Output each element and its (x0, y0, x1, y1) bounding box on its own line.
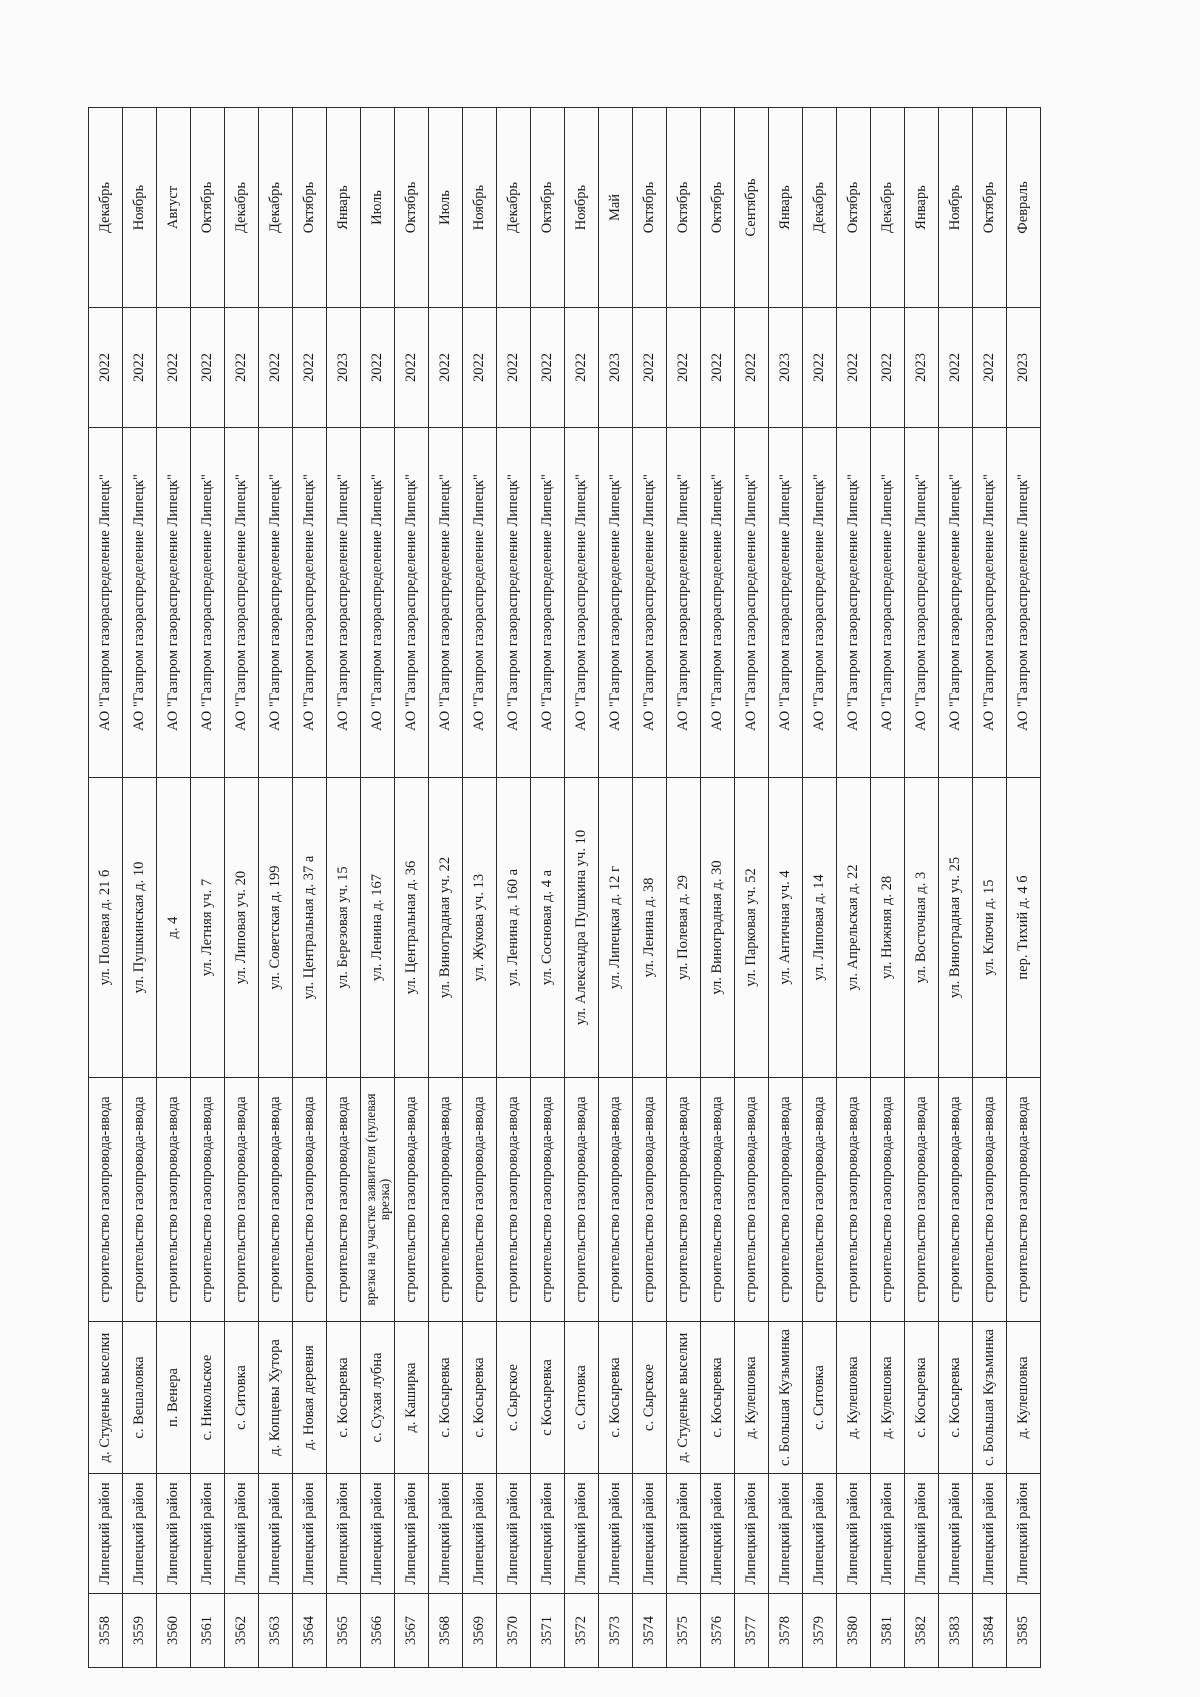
address-cell: ул. Липецкая д. 12 г (599, 778, 633, 1078)
month-cell: Сентябрь (735, 108, 769, 308)
organization-cell: АО "Газпром газораспределение Липецк" (429, 428, 463, 778)
district-cell: Липецкий район (599, 1474, 633, 1594)
locality-cell: с. Большая Кузьминка (973, 1322, 1007, 1474)
year-cell: 2023 (769, 308, 803, 428)
address-cell: ул. Березовая уч. 15 (327, 778, 361, 1078)
work-type-cell: строительство газопровода-ввода (531, 1078, 565, 1322)
row-number-cell: 3579 (803, 1594, 837, 1668)
table-row (157, 108, 191, 1668)
organization-cell: АО "Газпром газораспределение Липецк" (361, 428, 395, 778)
row-number-cell: 3560 (157, 1594, 191, 1668)
district-cell: Липецкий район (429, 1474, 463, 1594)
table-row (395, 108, 429, 1668)
address-cell: ул. Полевая д. 21 б (89, 778, 123, 1078)
row-number-cell: 3563 (259, 1594, 293, 1668)
month-cell: Январь (327, 108, 361, 308)
organization-cell: АО "Газпром газораспределение Липецк" (225, 428, 259, 778)
year-cell: 2022 (89, 308, 123, 428)
year-cell: 2022 (497, 308, 531, 428)
locality-cell: д. Студеные выселки (89, 1322, 123, 1474)
month-cell: Август (157, 108, 191, 308)
year-cell: 2022 (429, 308, 463, 428)
year-cell: 2022 (871, 308, 905, 428)
row-number-cell: 3572 (565, 1594, 599, 1668)
district-cell: Липецкий район (225, 1474, 259, 1594)
work-type-cell: строительство газопровода-ввода (633, 1078, 667, 1322)
row-number-cell: 3570 (497, 1594, 531, 1668)
month-cell: Октябрь (531, 108, 565, 308)
address-cell: ул. Ленина д. 38 (633, 778, 667, 1078)
month-cell: Октябрь (191, 108, 225, 308)
year-cell: 2022 (939, 308, 973, 428)
work-type-cell: строительство газопровода-ввода (837, 1078, 871, 1322)
address-cell: ул. Виноградная уч. 25 (939, 778, 973, 1078)
district-cell: Липецкий район (735, 1474, 769, 1594)
address-cell: ул. Липовая уч. 20 (225, 778, 259, 1078)
locality-cell: д. Кулешовка (1007, 1322, 1041, 1474)
locality-cell: д. Копцевы Хутора (259, 1322, 293, 1474)
locality-cell: с. Сырское (633, 1322, 667, 1474)
month-cell: Июль (429, 108, 463, 308)
table-row (565, 108, 599, 1668)
locality-cell: с. Косыревка (327, 1322, 361, 1474)
work-type-cell: строительство газопровода-ввода (735, 1078, 769, 1322)
row-number-cell: 3582 (905, 1594, 939, 1668)
work-type-cell: строительство газопровода-ввода (565, 1078, 599, 1322)
district-cell: Липецкий район (89, 1474, 123, 1594)
table-row (871, 108, 905, 1668)
year-cell: 2022 (191, 308, 225, 428)
year-cell: 2022 (973, 308, 1007, 428)
locality-cell: п. Венера (157, 1322, 191, 1474)
month-cell: Ноябрь (123, 108, 157, 308)
work-type-cell: строительство газопровода-ввода (463, 1078, 497, 1322)
locality-cell: с. Никольское (191, 1322, 225, 1474)
address-cell: ул. Центральная д. 36 (395, 778, 429, 1078)
month-cell: Декабрь (497, 108, 531, 308)
table-row (327, 108, 361, 1668)
locality-cell: д. Каширка (395, 1322, 429, 1474)
month-cell: Декабрь (871, 108, 905, 308)
rotated-table-container (88, 108, 1066, 1668)
year-cell: 2022 (565, 308, 599, 428)
month-cell: Октябрь (837, 108, 871, 308)
year-cell: 2022 (123, 308, 157, 428)
address-cell: ул. Жукова уч. 13 (463, 778, 497, 1078)
month-cell: Октябрь (701, 108, 735, 308)
district-cell: Липецкий район (905, 1474, 939, 1594)
locality-cell: д. Кулешовка (871, 1322, 905, 1474)
work-type-cell: строительство газопровода-ввода (191, 1078, 225, 1322)
organization-cell: АО "Газпром газораспределение Липецк" (259, 428, 293, 778)
organization-cell: АО "Газпром газораспределение Липецк" (89, 428, 123, 778)
year-cell: 2022 (293, 308, 327, 428)
organization-cell: АО "Газпром газораспределение Липецк" (1007, 428, 1041, 778)
organization-cell: АО "Газпром газораспределение Липецк" (497, 428, 531, 778)
table-row (735, 108, 769, 1668)
district-cell: Липецкий район (259, 1474, 293, 1594)
locality-cell: с. Сухая лубна (361, 1322, 395, 1474)
address-cell: пер. Тихий д. 4 б (1007, 778, 1041, 1078)
locality-cell: с. Большая Кузьминка (769, 1322, 803, 1474)
organization-cell: АО "Газпром газораспределение Липецк" (327, 428, 361, 778)
table-row (905, 108, 939, 1668)
year-cell: 2022 (531, 308, 565, 428)
locality-cell: д. Кулешовка (735, 1322, 769, 1474)
month-cell: Январь (905, 108, 939, 308)
table-row (667, 108, 701, 1668)
work-type-cell: строительство газопровода-ввода (259, 1078, 293, 1322)
organization-cell: АО "Газпром газораспределение Липецк" (633, 428, 667, 778)
work-type-cell: строительство газопровода-ввода (667, 1078, 701, 1322)
table-row (429, 108, 463, 1668)
row-number-cell: 3566 (361, 1594, 395, 1668)
locality-cell: с. Ситовка (565, 1322, 599, 1474)
year-cell: 2022 (735, 308, 769, 428)
address-cell: ул. Александра Пушкина уч. 10 (565, 778, 599, 1078)
table-row (123, 108, 157, 1668)
district-cell: Липецкий район (1007, 1474, 1041, 1594)
address-cell: ул. Апрельская д. 22 (837, 778, 871, 1078)
work-type-cell: строительство газопровода-ввода (225, 1078, 259, 1322)
table-row (293, 108, 327, 1668)
organization-cell: АО "Газпром газораспределение Липецк" (565, 428, 599, 778)
table-row (599, 108, 633, 1668)
row-number-cell: 3567 (395, 1594, 429, 1668)
table-row (973, 108, 1007, 1668)
address-cell: ул. Ленина д. 160 а (497, 778, 531, 1078)
organization-cell: АО "Газпром газораспределение Липецк" (939, 428, 973, 778)
district-cell: Липецкий район (497, 1474, 531, 1594)
year-cell: 2022 (157, 308, 191, 428)
month-cell: Октябрь (667, 108, 701, 308)
locality-cell: с. Косыревка (463, 1322, 497, 1474)
address-cell: ул. Советская д. 199 (259, 778, 293, 1078)
district-cell: Липецкий район (633, 1474, 667, 1594)
district-cell: Липецкий район (293, 1474, 327, 1594)
work-type-cell: строительство газопровода-ввода (395, 1078, 429, 1322)
year-cell: 2022 (667, 308, 701, 428)
month-cell: Октябрь (633, 108, 667, 308)
address-cell: ул. Летняя уч. 7 (191, 778, 225, 1078)
row-number-cell: 3580 (837, 1594, 871, 1668)
work-type-cell: строительство газопровода-ввода (1007, 1078, 1041, 1322)
district-cell: Липецкий район (769, 1474, 803, 1594)
month-cell: Декабрь (803, 108, 837, 308)
work-type-cell: строительство газопровода-ввода (939, 1078, 973, 1322)
district-cell: Липецкий район (531, 1474, 565, 1594)
address-cell: ул. Парковая уч. 52 (735, 778, 769, 1078)
work-type-cell: строительство газопровода-ввода (871, 1078, 905, 1322)
work-type-cell: строительство газопровода-ввода (769, 1078, 803, 1322)
row-number-cell: 3564 (293, 1594, 327, 1668)
district-cell: Липецкий район (871, 1474, 905, 1594)
work-type-cell: строительство газопровода-ввода (701, 1078, 735, 1322)
row-number-cell: 3581 (871, 1594, 905, 1668)
locality-cell: с. Вешаловка (123, 1322, 157, 1474)
month-cell: Июль (361, 108, 395, 308)
address-cell: ул. Античная уч. 4 (769, 778, 803, 1078)
district-cell: Липецкий район (361, 1474, 395, 1594)
month-cell: Декабрь (225, 108, 259, 308)
row-number-cell: 3578 (769, 1594, 803, 1668)
work-type-cell: строительство газопровода-ввода (327, 1078, 361, 1322)
row-number-cell: 3576 (701, 1594, 735, 1668)
work-type-cell: строительство газопровода-ввода (497, 1078, 531, 1322)
district-cell: Липецкий район (973, 1474, 1007, 1594)
year-cell: 2022 (225, 308, 259, 428)
table-row (89, 108, 123, 1668)
table-row (191, 108, 225, 1668)
month-cell: Май (599, 108, 633, 308)
address-cell: ул. Центральная д. 37 а (293, 778, 327, 1078)
year-cell: 2022 (701, 308, 735, 428)
row-number-cell: 3565 (327, 1594, 361, 1668)
row-number-cell: 3568 (429, 1594, 463, 1668)
row-number-cell: 3574 (633, 1594, 667, 1668)
locality-cell: д. Студеные выселки (667, 1322, 701, 1474)
organization-cell: АО "Газпром газораспределение Липецк" (293, 428, 327, 778)
month-cell: Февраль (1007, 108, 1041, 308)
year-cell: 2023 (599, 308, 633, 428)
organization-cell: АО "Газпром газораспределение Липецк" (769, 428, 803, 778)
table-row (769, 108, 803, 1668)
table-row (803, 108, 837, 1668)
row-number-cell: 3559 (123, 1594, 157, 1668)
address-cell: ул. Ключи д. 15 (973, 778, 1007, 1078)
month-cell: Октябрь (293, 108, 327, 308)
locality-cell: д. Кулешовка (837, 1322, 871, 1474)
locality-cell: с. Косыревка (429, 1322, 463, 1474)
work-type-cell: строительство газопровода-ввода (599, 1078, 633, 1322)
address-cell: д. 4 (157, 778, 191, 1078)
district-cell: Липецкий район (667, 1474, 701, 1594)
district-cell: Липецкий район (395, 1474, 429, 1594)
organization-cell: АО "Газпром газораспределение Липецк" (905, 428, 939, 778)
work-type-cell: строительство газопровода-ввода (973, 1078, 1007, 1322)
organization-cell: АО "Газпром газораспределение Липецк" (123, 428, 157, 778)
organization-cell: АО "Газпром газораспределение Липецк" (701, 428, 735, 778)
year-cell: 2022 (803, 308, 837, 428)
work-type-cell: строительство газопровода-ввода (803, 1078, 837, 1322)
row-number-cell: 3575 (667, 1594, 701, 1668)
locality-cell: с. Косыревка (701, 1322, 735, 1474)
year-cell: 2023 (905, 308, 939, 428)
table-row (701, 108, 735, 1668)
district-cell: Липецкий район (191, 1474, 225, 1594)
year-cell: 2022 (837, 308, 871, 428)
locality-cell: с. Косыревка (599, 1322, 633, 1474)
locality-cell: с. Косыревка (905, 1322, 939, 1474)
table-row (939, 108, 973, 1668)
organization-cell: АО "Газпром газораспределение Липецк" (667, 428, 701, 778)
row-number-cell: 3561 (191, 1594, 225, 1668)
locality-cell: д. Новая деревня (293, 1322, 327, 1474)
row-number-cell: 3562 (225, 1594, 259, 1668)
row-number-cell: 3573 (599, 1594, 633, 1668)
organization-cell: АО "Газпром газораспределение Липецк" (463, 428, 497, 778)
address-cell: ул. Нижняя д. 28 (871, 778, 905, 1078)
table-row (837, 108, 871, 1668)
locality-cell: с. Ситовка (225, 1322, 259, 1474)
year-cell: 2023 (327, 308, 361, 428)
month-cell: Январь (769, 108, 803, 308)
locality-cell: с. Ситовка (803, 1322, 837, 1474)
district-cell: Липецкий район (565, 1474, 599, 1594)
year-cell: 2022 (259, 308, 293, 428)
gasification-register-table (88, 107, 1041, 1668)
work-type-cell: строительство газопровода-ввода (123, 1078, 157, 1322)
organization-cell: АО "Газпром газораспределение Липецк" (803, 428, 837, 778)
table-row (497, 108, 531, 1668)
district-cell: Липецкий район (327, 1474, 361, 1594)
district-cell: Липецкий район (157, 1474, 191, 1594)
table-row (1007, 108, 1041, 1668)
organization-cell: АО "Газпром газораспределение Липецк" (837, 428, 871, 778)
month-cell: Ноябрь (565, 108, 599, 308)
locality-cell: с. Косыревка (939, 1322, 973, 1474)
year-cell: 2023 (1007, 308, 1041, 428)
address-cell: ул. Виноградная д. 30 (701, 778, 735, 1078)
work-type-cell: строительство газопровода-ввода (293, 1078, 327, 1322)
organization-cell: АО "Газпром газораспределение Липецк" (157, 428, 191, 778)
row-number-cell: 3584 (973, 1594, 1007, 1668)
work-type-cell: строительство газопровода-ввода (905, 1078, 939, 1322)
locality-cell: с Косыревка (531, 1322, 565, 1474)
organization-cell: АО "Газпром газораспределение Липецк" (735, 428, 769, 778)
district-cell: Липецкий район (701, 1474, 735, 1594)
year-cell: 2022 (633, 308, 667, 428)
year-cell: 2022 (361, 308, 395, 428)
month-cell: Ноябрь (463, 108, 497, 308)
row-number-cell: 3569 (463, 1594, 497, 1668)
organization-cell: АО "Газпром газораспределение Липецк" (531, 428, 565, 778)
organization-cell: АО "Газпром газораспределение Липецк" (191, 428, 225, 778)
year-cell: 2022 (395, 308, 429, 428)
table-row (259, 108, 293, 1668)
month-cell: Ноябрь (939, 108, 973, 308)
row-number-cell: 3585 (1007, 1594, 1041, 1668)
address-cell: ул. Ленина д. 167 (361, 778, 395, 1078)
month-cell: Октябрь (973, 108, 1007, 308)
address-cell: ул. Липовая д. 14 (803, 778, 837, 1078)
district-cell: Липецкий район (837, 1474, 871, 1594)
month-cell: Октябрь (395, 108, 429, 308)
table-row (633, 108, 667, 1668)
work-type-cell: строительство газопровода-ввода (429, 1078, 463, 1322)
table-row (463, 108, 497, 1668)
address-cell: ул. Пушкинская д. 10 (123, 778, 157, 1078)
table-body (89, 108, 1041, 1668)
address-cell: ул. Восточная д. 3 (905, 778, 939, 1078)
work-type-cell: строительство газопровода-ввода (157, 1078, 191, 1322)
address-cell: ул. Сосновая д. 4 а (531, 778, 565, 1078)
organization-cell: АО "Газпром газораспределение Липецк" (973, 428, 1007, 778)
address-cell: ул. Виноградная уч. 22 (429, 778, 463, 1078)
organization-cell: АО "Газпром газораспределение Липецк" (395, 428, 429, 778)
organization-cell: АО "Газпром газораспределение Липецк" (599, 428, 633, 778)
work-type-cell: строительство газопровода-ввода (89, 1078, 123, 1322)
locality-cell: с. Сырское (497, 1322, 531, 1474)
table-row (361, 108, 395, 1668)
district-cell: Липецкий район (463, 1474, 497, 1594)
table-row (225, 108, 259, 1668)
district-cell: Липецкий район (803, 1474, 837, 1594)
month-cell: Декабрь (259, 108, 293, 308)
organization-cell: АО "Газпром газораспределение Липецк" (871, 428, 905, 778)
row-number-cell: 3577 (735, 1594, 769, 1668)
year-cell: 2022 (463, 308, 497, 428)
row-number-cell: 3558 (89, 1594, 123, 1668)
table-row (531, 108, 565, 1668)
work-type-cell: врезка на участке заявителя (нулевая врезка) (361, 1078, 395, 1322)
address-cell: ул. Полевая д. 29 (667, 778, 701, 1078)
district-cell: Липецкий район (939, 1474, 973, 1594)
row-number-cell: 3583 (939, 1594, 973, 1668)
district-cell: Липецкий район (123, 1474, 157, 1594)
row-number-cell: 3571 (531, 1594, 565, 1668)
month-cell: Декабрь (89, 108, 123, 308)
